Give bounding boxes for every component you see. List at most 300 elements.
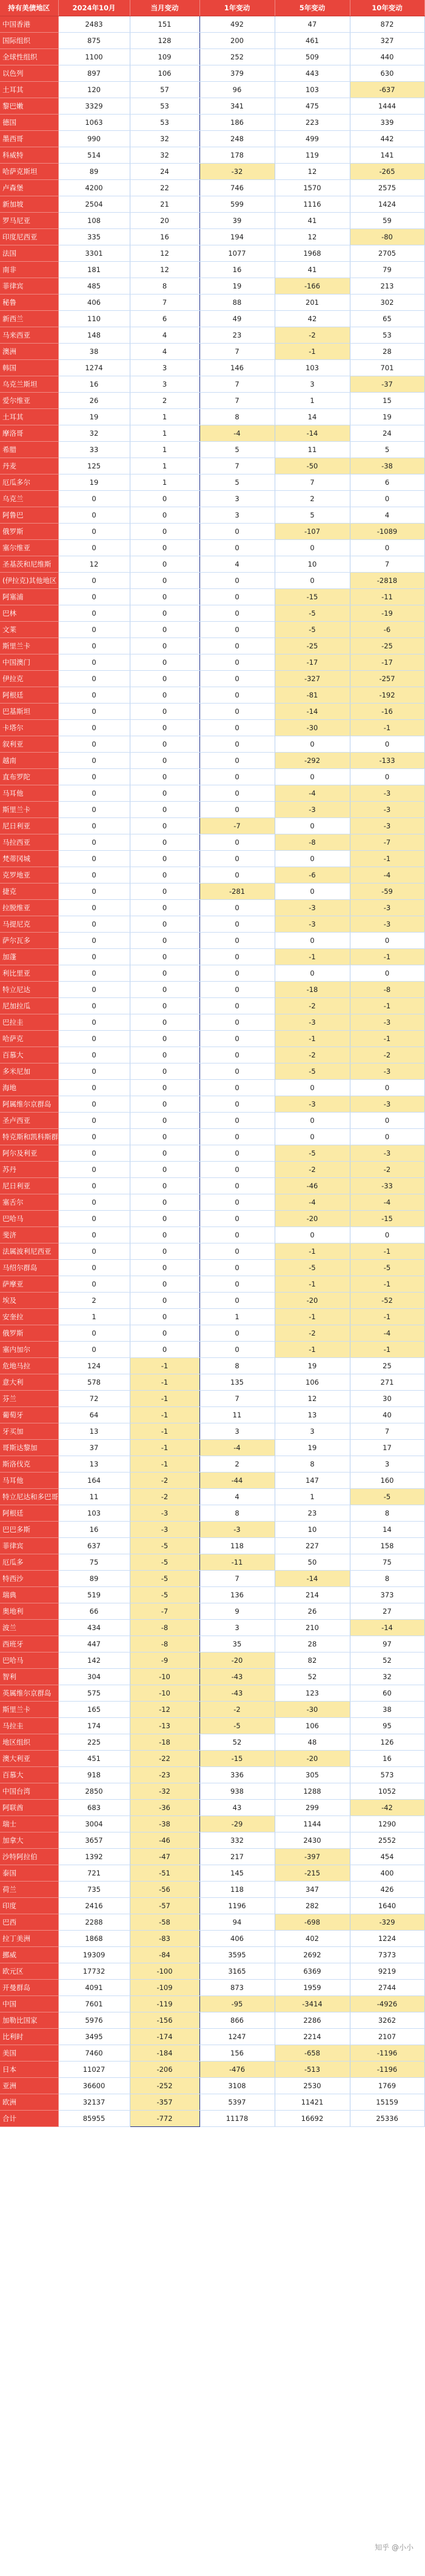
- cell-10y-change: -2818: [350, 573, 424, 589]
- cell-1y-change: 19: [199, 278, 275, 295]
- cell-month-change: -38: [130, 1816, 199, 1832]
- cell-10y-change: -11: [350, 589, 424, 605]
- cell-oct-2024: 0: [58, 1031, 130, 1047]
- table-row: [0, 376, 424, 393]
- cell-1y-change: 49: [199, 311, 275, 327]
- cell-month-change: -5: [130, 1571, 199, 1587]
- cell-5y-change: 210: [275, 1620, 350, 1636]
- cell-region: 加勒比国家: [0, 2012, 58, 2029]
- cell-month-change: -109: [130, 1980, 199, 1996]
- cell-oct-2024: 0: [58, 1260, 130, 1276]
- cell-5y-change: -2: [275, 1047, 350, 1063]
- table-row: [0, 638, 424, 654]
- cell-5y-change: 10: [275, 556, 350, 573]
- cell-1y-change: 0: [199, 1293, 275, 1309]
- cell-10y-change: -4: [350, 867, 424, 884]
- cell-region: 瑞典: [0, 1587, 58, 1603]
- cell-1y-change: 0: [199, 704, 275, 720]
- cell-month-change: -36: [130, 1800, 199, 1816]
- cell-5y-change: -5: [275, 605, 350, 622]
- cell-region: 尼日利亚: [0, 1178, 58, 1194]
- cell-month-change: 20: [130, 213, 199, 229]
- watermark: 知乎 @小小: [375, 2543, 413, 2552]
- cell-region: 摩洛哥: [0, 425, 58, 442]
- cell-1y-change: 136: [199, 1587, 275, 1603]
- cell-1y-change: 0: [199, 687, 275, 704]
- cell-region: 牙买加: [0, 1423, 58, 1440]
- cell-month-change: -32: [130, 1783, 199, 1800]
- cell-1y-change: 332: [199, 1832, 275, 1849]
- cell-month-change: 21: [130, 196, 199, 213]
- cell-month-change: -10: [130, 1685, 199, 1702]
- cell-5y-change: -1: [275, 1342, 350, 1358]
- table-row: [0, 311, 424, 327]
- cell-5y-change: -5: [275, 1145, 350, 1162]
- table-row: [0, 1227, 424, 1243]
- cell-oct-2024: 0: [58, 638, 130, 654]
- table-row: [0, 2012, 424, 2029]
- cell-region: 尼日利亚: [0, 818, 58, 834]
- cell-1y-change: 5: [199, 474, 275, 491]
- cell-5y-change: -2: [275, 1325, 350, 1342]
- cell-10y-change: -329: [350, 1914, 424, 1931]
- cell-10y-change: -14: [350, 1620, 424, 1636]
- cell-region: 塞内加尔: [0, 1342, 58, 1358]
- table-row: [0, 2045, 424, 2062]
- cell-10y-change: -3: [350, 900, 424, 916]
- cell-1y-change: 0: [199, 1145, 275, 1162]
- cell-oct-2024: 0: [58, 851, 130, 867]
- cell-5y-change: 1: [275, 1489, 350, 1505]
- cell-month-change: 0: [130, 1178, 199, 1194]
- cell-region: 马拉西亚: [0, 834, 58, 851]
- cell-month-change: 0: [130, 622, 199, 638]
- cell-month-change: -3: [130, 1505, 199, 1522]
- table-row: [0, 1718, 424, 1734]
- cell-10y-change: 14: [350, 1522, 424, 1538]
- cell-region: 开曼群岛: [0, 1980, 58, 1996]
- cell-10y-change: -2: [350, 1047, 424, 1063]
- table-row: [0, 2062, 424, 2078]
- cell-5y-change: 23: [275, 1505, 350, 1522]
- cell-oct-2024: 578: [58, 1374, 130, 1391]
- cell-oct-2024: 2416: [58, 1898, 130, 1914]
- cell-1y-change: 3: [199, 507, 275, 524]
- cell-oct-2024: 637: [58, 1538, 130, 1554]
- cell-5y-change: -25: [275, 638, 350, 654]
- cell-month-change: -1: [130, 1407, 199, 1423]
- table-row: [0, 1391, 424, 1407]
- cell-oct-2024: 0: [58, 507, 130, 524]
- cell-region: 巴西: [0, 1914, 58, 1931]
- cell-5y-change: -3: [275, 1096, 350, 1113]
- table-row: [0, 180, 424, 196]
- cell-1y-change: 0: [199, 1194, 275, 1211]
- cell-10y-change: 454: [350, 1849, 424, 1865]
- cell-oct-2024: 75: [58, 1554, 130, 1571]
- table-row: [0, 524, 424, 540]
- cell-10y-change: 2575: [350, 180, 424, 196]
- cell-oct-2024: 0: [58, 1194, 130, 1211]
- table-row: [0, 1882, 424, 1898]
- cell-5y-change: -17: [275, 654, 350, 671]
- cell-month-change: 0: [130, 573, 199, 589]
- cell-5y-change: 48: [275, 1734, 350, 1751]
- cell-5y-change: -46: [275, 1178, 350, 1194]
- cell-10y-change: 25: [350, 1358, 424, 1374]
- cell-5y-change: -14: [275, 704, 350, 720]
- table-row: [0, 982, 424, 998]
- cell-oct-2024: 7601: [58, 1996, 130, 2012]
- cell-1y-change: -29: [199, 1816, 275, 1832]
- cell-5y-change: 41: [275, 262, 350, 278]
- table-row: [0, 115, 424, 131]
- cell-oct-2024: 0: [58, 998, 130, 1014]
- cell-5y-change: 3: [275, 1423, 350, 1440]
- cell-1y-change: 39: [199, 213, 275, 229]
- cell-1y-change: 0: [199, 916, 275, 933]
- cell-1y-change: 0: [199, 949, 275, 965]
- cell-region: 斐济: [0, 1227, 58, 1243]
- table-row: [0, 1407, 424, 1423]
- cell-region: 土耳其: [0, 409, 58, 425]
- cell-month-change: 1: [130, 458, 199, 474]
- cell-1y-change: 0: [199, 1096, 275, 1113]
- cell-month-change: -8: [130, 1636, 199, 1652]
- cell-month-change: -772: [130, 2111, 199, 2127]
- cell-region: 斯里兰卡: [0, 1702, 58, 1718]
- cell-region: 丹麦: [0, 458, 58, 474]
- cell-region: 阿尔及利亚: [0, 1145, 58, 1162]
- table-row: [0, 1211, 424, 1227]
- cell-region: 阿联酋: [0, 1800, 58, 1816]
- cell-5y-change: 201: [275, 295, 350, 311]
- cell-1y-change: 746: [199, 180, 275, 196]
- cell-10y-change: -257: [350, 671, 424, 687]
- cell-month-change: 106: [130, 65, 199, 82]
- cell-region: 澳大利亚: [0, 1751, 58, 1767]
- cell-region: 百慕大: [0, 1047, 58, 1063]
- cell-oct-2024: 3495: [58, 2029, 130, 2045]
- cell-month-change: 3: [130, 360, 199, 376]
- table-row: [0, 1947, 424, 1963]
- cell-5y-change: -658: [275, 2045, 350, 2062]
- cell-1y-change: 0: [199, 1325, 275, 1342]
- cell-month-change: 0: [130, 704, 199, 720]
- cell-region: 马耳他: [0, 1473, 58, 1489]
- cell-1y-change: 0: [199, 802, 275, 818]
- cell-5y-change: 2214: [275, 2029, 350, 2045]
- cell-region: 斯里兰卡: [0, 638, 58, 654]
- table-row: [0, 507, 424, 524]
- cell-oct-2024: 89: [58, 1571, 130, 1587]
- cell-month-change: -119: [130, 1996, 199, 2012]
- cell-5y-change: 14: [275, 409, 350, 425]
- cell-month-change: 12: [130, 245, 199, 262]
- cell-1y-change: 0: [199, 720, 275, 736]
- cell-oct-2024: 1274: [58, 360, 130, 376]
- cell-oct-2024: 0: [58, 933, 130, 949]
- table-row: [0, 1243, 424, 1260]
- table-row: [0, 1145, 424, 1162]
- table-row: [0, 802, 424, 818]
- cell-10y-change: -4926: [350, 1996, 424, 2012]
- cell-10y-change: 158: [350, 1538, 424, 1554]
- cell-month-change: -1: [130, 1456, 199, 1473]
- cell-1y-change: 0: [199, 573, 275, 589]
- cell-5y-change: 2530: [275, 2078, 350, 2094]
- table-row: [0, 1669, 424, 1685]
- cell-region: 瑞士: [0, 1816, 58, 1832]
- table-row: [0, 687, 424, 704]
- cell-5y-change: 1959: [275, 1980, 350, 1996]
- cell-month-change: 0: [130, 1227, 199, 1243]
- cell-oct-2024: 3329: [58, 98, 130, 115]
- cell-10y-change: -8: [350, 982, 424, 998]
- cell-oct-2024: 72: [58, 1391, 130, 1407]
- cell-1y-change: 0: [199, 1162, 275, 1178]
- cell-region: 马提尼克: [0, 916, 58, 933]
- cell-1y-change: 0: [199, 1342, 275, 1358]
- cell-region: 中国澳门: [0, 654, 58, 671]
- cell-1y-change: 0: [199, 540, 275, 556]
- cell-5y-change: -292: [275, 753, 350, 769]
- cell-oct-2024: 0: [58, 900, 130, 916]
- table-row: [0, 1832, 424, 1849]
- cell-5y-change: -3: [275, 802, 350, 818]
- cell-5y-change: 106: [275, 1718, 350, 1734]
- cell-month-change: 53: [130, 115, 199, 131]
- table-row: [0, 98, 424, 115]
- cell-10y-change: 0: [350, 1129, 424, 1145]
- cell-region: 圣基茨和尼维斯: [0, 556, 58, 573]
- cell-region: 日本: [0, 2062, 58, 2078]
- table-row: [0, 33, 424, 49]
- cell-region: 澳洲: [0, 344, 58, 360]
- cell-month-change: 0: [130, 818, 199, 834]
- table-row: [0, 1489, 424, 1505]
- cell-5y-change: 0: [275, 1113, 350, 1129]
- table-row: [0, 278, 424, 295]
- cell-1y-change: 0: [199, 1063, 275, 1080]
- table-row: [0, 1800, 424, 1816]
- cell-month-change: 128: [130, 33, 199, 49]
- table-row: [0, 1473, 424, 1489]
- cell-month-change: 0: [130, 524, 199, 540]
- cell-region: 巴林: [0, 605, 58, 622]
- cell-10y-change: -16: [350, 704, 424, 720]
- cell-oct-2024: 0: [58, 884, 130, 900]
- cell-month-change: 53: [130, 98, 199, 115]
- cell-1y-change: -95: [199, 1996, 275, 2012]
- cell-5y-change: 282: [275, 1898, 350, 1914]
- cell-oct-2024: 26: [58, 393, 130, 409]
- cell-5y-change: 1968: [275, 245, 350, 262]
- table-row: [0, 769, 424, 785]
- cell-5y-change: 509: [275, 49, 350, 65]
- table-row: [0, 704, 424, 720]
- cell-5y-change: -327: [275, 671, 350, 687]
- cell-oct-2024: 434: [58, 1620, 130, 1636]
- cell-oct-2024: 0: [58, 769, 130, 785]
- table-row: [0, 1685, 424, 1702]
- cell-month-change: -5: [130, 1587, 199, 1603]
- cell-5y-change: 2: [275, 491, 350, 507]
- cell-month-change: -56: [130, 1882, 199, 1898]
- cell-oct-2024: 721: [58, 1865, 130, 1882]
- cell-10y-change: -7: [350, 834, 424, 851]
- cell-5y-change: 11: [275, 442, 350, 458]
- cell-1y-change: 4: [199, 1489, 275, 1505]
- cell-1y-change: 3108: [199, 2078, 275, 2094]
- table-row: [0, 229, 424, 245]
- cell-1y-change: 3: [199, 1620, 275, 1636]
- cell-10y-change: 339: [350, 115, 424, 131]
- cell-oct-2024: 11: [58, 1489, 130, 1505]
- cell-10y-change: -1: [350, 720, 424, 736]
- cell-month-change: 0: [130, 540, 199, 556]
- cell-5y-change: 0: [275, 851, 350, 867]
- table-row: [0, 573, 424, 589]
- cell-5y-change: -3: [275, 1014, 350, 1031]
- cell-month-change: 0: [130, 1162, 199, 1178]
- cell-5y-change: 50: [275, 1554, 350, 1571]
- table-row: [0, 1587, 424, 1603]
- cell-region: 芬兰: [0, 1391, 58, 1407]
- cell-oct-2024: 2504: [58, 196, 130, 213]
- cell-region: 智利: [0, 1669, 58, 1685]
- cell-oct-2024: 181: [58, 262, 130, 278]
- cell-month-change: 0: [130, 949, 199, 965]
- cell-1y-change: 11178: [199, 2111, 275, 2127]
- table-row: [0, 1636, 424, 1652]
- cell-oct-2024: 0: [58, 1178, 130, 1194]
- total-row: [0, 2111, 424, 2127]
- cell-month-change: -84: [130, 1947, 199, 1963]
- cell-10y-change: 95: [350, 1718, 424, 1734]
- cell-1y-change: 3595: [199, 1947, 275, 1963]
- cell-oct-2024: 108: [58, 213, 130, 229]
- cell-10y-change: 271: [350, 1374, 424, 1391]
- cell-10y-change: -1: [350, 1276, 424, 1293]
- cell-region: 拉脱维亚: [0, 900, 58, 916]
- cell-10y-change: 4: [350, 507, 424, 524]
- cell-month-change: -9: [130, 1652, 199, 1669]
- cell-month-change: 0: [130, 933, 199, 949]
- cell-10y-change: 1424: [350, 196, 424, 213]
- cell-oct-2024: 447: [58, 1636, 130, 1652]
- cell-5y-change: 402: [275, 1931, 350, 1947]
- cell-region: 直布罗陀: [0, 769, 58, 785]
- cell-month-change: 0: [130, 1129, 199, 1145]
- cell-region: 哈萨克: [0, 1031, 58, 1047]
- cell-10y-change: 65: [350, 311, 424, 327]
- table-row: [0, 671, 424, 687]
- cell-10y-change: 97: [350, 1636, 424, 1652]
- cell-region: 俄罗斯: [0, 524, 58, 540]
- cell-region: 多米尼加: [0, 1063, 58, 1080]
- cell-region: 意大利: [0, 1374, 58, 1391]
- cell-5y-change: 0: [275, 1227, 350, 1243]
- cell-oct-2024: 148: [58, 327, 130, 344]
- cell-1y-change: -476: [199, 2062, 275, 2078]
- cell-1y-change: 7: [199, 458, 275, 474]
- cell-1y-change: 0: [199, 524, 275, 540]
- cell-region: 巴哈马: [0, 1211, 58, 1227]
- cell-10y-change: 2552: [350, 1832, 424, 1849]
- table-row: [0, 933, 424, 949]
- table-row: [0, 1620, 424, 1636]
- cell-10y-change: 17: [350, 1440, 424, 1456]
- cell-oct-2024: 19: [58, 474, 130, 491]
- cell-oct-2024: 575: [58, 1685, 130, 1702]
- cell-1y-change: 0: [199, 900, 275, 916]
- cell-1y-change: 0: [199, 753, 275, 769]
- cell-10y-change: -1: [350, 1342, 424, 1358]
- cell-region: 阿根廷: [0, 687, 58, 704]
- cell-5y-change: 227: [275, 1538, 350, 1554]
- cell-oct-2024: 120: [58, 82, 130, 98]
- cell-oct-2024: 110: [58, 311, 130, 327]
- cell-10y-change: 440: [350, 49, 424, 65]
- cell-1y-change: 7: [199, 393, 275, 409]
- cell-region: 韩国: [0, 360, 58, 376]
- cell-1y-change: 336: [199, 1767, 275, 1783]
- cell-5y-change: -2: [275, 1162, 350, 1178]
- cell-5y-change: -5: [275, 1063, 350, 1080]
- cell-5y-change: 305: [275, 1767, 350, 1783]
- cell-oct-2024: 0: [58, 1096, 130, 1113]
- cell-month-change: 0: [130, 785, 199, 802]
- cell-oct-2024: 990: [58, 131, 130, 147]
- cell-region: 挪威: [0, 1947, 58, 1963]
- cell-10y-change: 0: [350, 965, 424, 982]
- cell-5y-change: 214: [275, 1587, 350, 1603]
- cell-oct-2024: 0: [58, 1014, 130, 1031]
- cell-1y-change: 16: [199, 262, 275, 278]
- cell-oct-2024: 0: [58, 785, 130, 802]
- header-oct-2024: 2024年10月: [58, 0, 130, 16]
- cell-10y-change: 1769: [350, 2078, 424, 2094]
- cell-month-change: -252: [130, 2078, 199, 2094]
- cell-month-change: -46: [130, 1832, 199, 1849]
- cell-10y-change: 573: [350, 1767, 424, 1783]
- cell-month-change: 1: [130, 442, 199, 458]
- cell-region: 巴哈马: [0, 1652, 58, 1669]
- cell-month-change: 0: [130, 1243, 199, 1260]
- cell-1y-change: -15: [199, 1751, 275, 1767]
- cell-10y-change: -5: [350, 1260, 424, 1276]
- cell-region: 加蓬: [0, 949, 58, 965]
- cell-1y-change: 0: [199, 1243, 275, 1260]
- table-row: [0, 900, 424, 916]
- cell-1y-change: 3165: [199, 1963, 275, 1980]
- cell-5y-change: 1144: [275, 1816, 350, 1832]
- table-row: [0, 474, 424, 491]
- cell-oct-2024: 16: [58, 1522, 130, 1538]
- cell-oct-2024: 32: [58, 425, 130, 442]
- cell-5y-change: -513: [275, 2062, 350, 2078]
- cell-10y-change: 1444: [350, 98, 424, 115]
- cell-month-change: 0: [130, 605, 199, 622]
- cell-10y-change: 426: [350, 1882, 424, 1898]
- cell-5y-change: 28: [275, 1636, 350, 1652]
- cell-oct-2024: 36600: [58, 2078, 130, 2094]
- cell-oct-2024: 0: [58, 589, 130, 605]
- table-row: [0, 556, 424, 573]
- cell-10y-change: -1: [350, 998, 424, 1014]
- cell-10y-change: 9219: [350, 1963, 424, 1980]
